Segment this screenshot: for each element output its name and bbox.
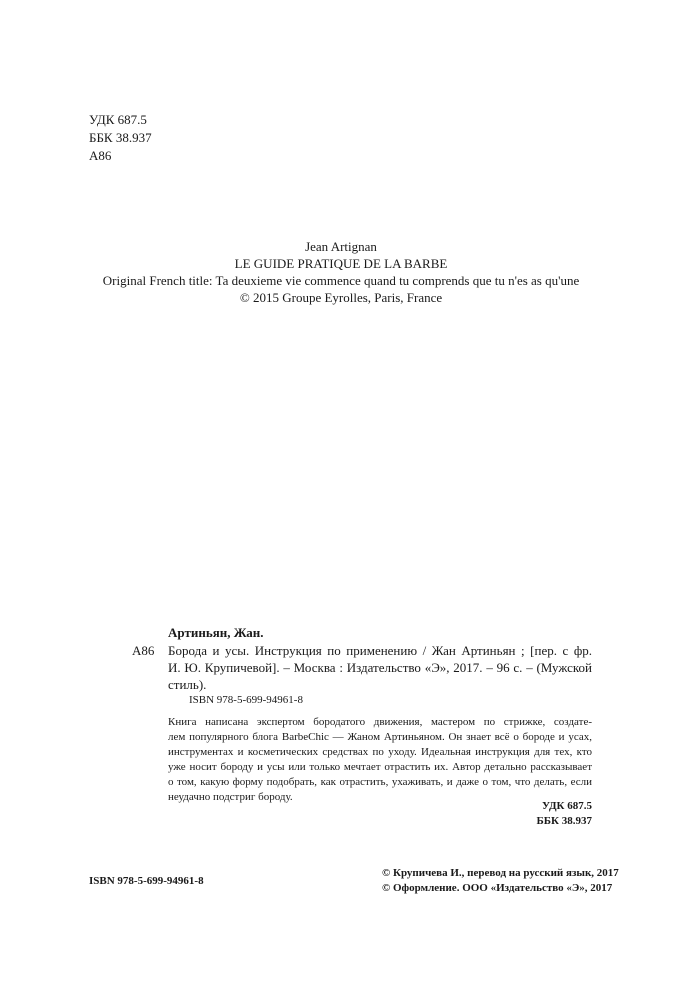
classification-codes: [89, 111, 152, 165]
annotation-line: о том, какую форму подобрать, как отрастить, ухаживать, и даже о том, что делать, если: [168, 776, 592, 788]
annotation-line: Книга написана экспертом бородатого движения, мастером по стрижке, создате-: [168, 716, 592, 728]
annotation-line: уже носит бороду и усы или только мечтает отрастить их. Автор детально рассказывает: [168, 761, 592, 773]
catalog-annotation: [168, 715, 592, 805]
original-book-title: LE GUIDE PRATIQUE DE LA BARBE: [234, 256, 448, 271]
annotation-line: неудачно подстриг бороду.: [168, 791, 293, 803]
catalog-description: [168, 642, 592, 693]
catalog-author-heading: Артиньян, Жан.: [168, 625, 264, 640]
description-line: И. Ю. Крупичевой]. – Москва : Издательство «Э», 2017. – 96 с. – (Мужской: [168, 660, 592, 675]
annotation-line: инструментах и косметических средствах по уходу. Идеальная инструкция для тех, кто: [168, 746, 592, 758]
original-author: Jean Artignan: [305, 239, 377, 254]
original-copyright: © 2015 Groupe Eyrolles, Paris, France: [239, 290, 443, 305]
footer-isbn: ISBN 978-5-699-94961-8: [89, 875, 204, 887]
bbk-code: ББК 38.937: [89, 130, 152, 145]
copyright-translation: © Крупичева И., перевод на русский язык, 2017: [382, 867, 619, 879]
catalog-bbk: ББК 38.937: [536, 815, 592, 827]
copyright-design: © Оформление. ООО «Издательство «Э», 2017: [382, 882, 613, 894]
original-edition-block: [0, 238, 682, 306]
description-line: Борода и усы. Инструкция по применению / Жан Артиньян ; [пер. с фр.: [168, 643, 592, 658]
udk-code: УДК 687.5: [89, 112, 147, 127]
catalog-isbn: ISBN 978-5-699-94961-8: [189, 694, 303, 706]
original-french-title: Original French title: Ta deuxieme vie commence quand tu comprends que tu n'es as qu'une: [102, 273, 580, 288]
catalog-codes-right: [492, 799, 592, 829]
description-line: стиль).: [168, 677, 207, 692]
footer-copyright: [382, 866, 619, 896]
catalog-udk: УДК 687.5: [541, 800, 592, 812]
annotation-line: лем популярного блога BarbeChic — Жаном Артиньяном. Он знает всё о бороде и усах,: [168, 731, 592, 743]
catalog-author-sign: А86: [132, 643, 155, 658]
author-sign: А86: [89, 148, 112, 163]
